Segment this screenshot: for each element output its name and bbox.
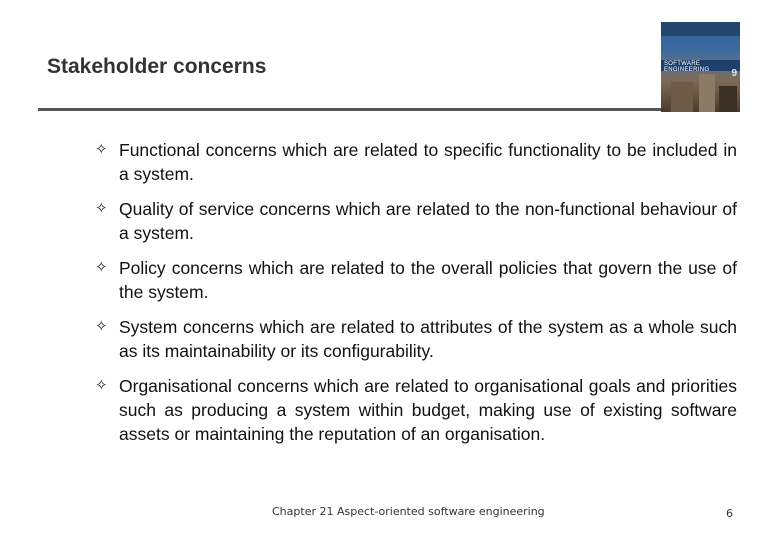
- bullet-list: [95, 138, 737, 457]
- slide-title: Stakeholder concerns: [47, 55, 267, 78]
- bullet-item: [95, 315, 737, 363]
- book-cover-image: [661, 22, 740, 112]
- cover-band-text: SOFTWARE ENGINEERING: [664, 61, 710, 73]
- bullet-star-icon: ✧: [95, 318, 108, 335]
- title-underline: [38, 108, 740, 111]
- cover-top-strip: [661, 22, 740, 36]
- bullet-star-icon: ✧: [95, 259, 108, 276]
- bullet-item: [95, 138, 737, 186]
- bullet-item: [95, 197, 737, 245]
- page-number: 6: [726, 507, 733, 520]
- bullet-text: Functional concerns which are related to specific functionality to be included in a system.: [119, 140, 737, 184]
- slide-footer: Chapter 21 Aspect-oriented software engineering: [272, 505, 545, 518]
- cover-building: [699, 74, 715, 112]
- bullet-text: System concerns which are related to attributes of the system as a whole such as its maintainability or its configurability.: [119, 317, 737, 361]
- bullet-text: Organisational concerns which are related to organisational goals and priorities such as producing a system within budget, making use of existing software assets or maintaining the reputation of an organisation.: [119, 376, 737, 444]
- bullet-star-icon: ✧: [95, 377, 108, 394]
- bullet-star-icon: ✧: [95, 200, 108, 217]
- bullet-item: [95, 256, 737, 304]
- bullet-item: [95, 374, 737, 446]
- bullet-text: Policy concerns which are related to the overall policies that govern the use of the system.: [119, 258, 737, 302]
- cover-building: [719, 86, 737, 112]
- bullet-text: Quality of service concerns which are related to the non-functional behaviour of a system.: [119, 199, 737, 243]
- cover-edition: 9: [731, 68, 737, 79]
- bullet-star-icon: ✧: [95, 141, 108, 158]
- cover-building: [671, 82, 693, 112]
